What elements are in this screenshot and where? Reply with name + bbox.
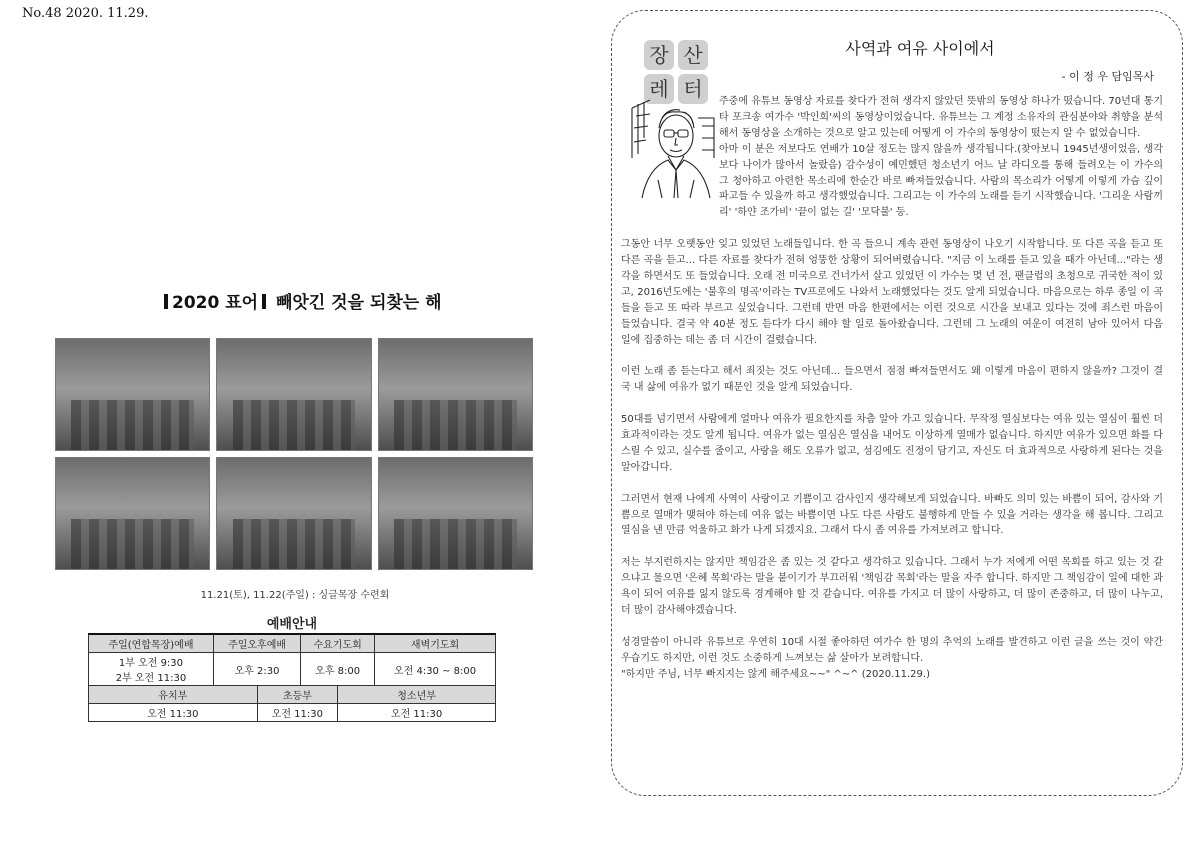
retreat-photo	[378, 457, 533, 570]
dept-header: 청소년부	[338, 686, 496, 704]
retreat-photo	[216, 338, 371, 451]
worship-title: 예배안내	[89, 612, 496, 634]
worship-header: 주일오후예배	[213, 634, 300, 653]
badge-char: 장	[644, 40, 674, 70]
dept-time: 오전 11:30	[257, 704, 338, 722]
motto-heading	[160, 288, 442, 313]
motto-text: 빼앗긴 것을 되찾는 해	[276, 293, 442, 313]
letter-closing: "하지만 주님, 너무 빠지지는 않게 해주세요~~" ^~^ (2020.11.29.)	[621, 668, 930, 680]
letter-paragraph: 아마 이 분은 저보다도 연배가 10살 정도는 많지 않을까 생각됩니다.(찾아보니 1945년생이었음, 생각보다 나이가 많아서 놀랐음) 감수성이 예민했던 청소년기 어느 날 라디오를 통해 들려오는 이 가수의 그 청아하고 아련한 목소리에 한순간 바로 빠져들었습니다. 사람의 목소리가 어떻게 이렇게 가슴 깊이 파고들 수 있을까 하고 생각했었습니다. 그리고는 이 가수의 노래를 듣기 시작했습니다. '그리운 사람끼리' '하얀 조가비' '끝이 없는 길' '모닥불' 등.	[719, 143, 1163, 219]
worship-schedule-table	[88, 612, 496, 722]
worship-time: 오전 4:30 ~ 8:00	[375, 653, 496, 686]
worship-header: 새벽기도회	[375, 634, 496, 653]
letter-paragraph: 그러면서 현재 나에게 사역이 사랑이고 기쁨이고 감사인지 생각해보게 되었습니다. 바빠도 의미 있는 바쁨이 되어, 감사와 기쁨으로 열매가 맺혀야 하는데 여유 없는 바쁨이면 나도 다른 사람도 불행하게 만들 수 있을 거라는 생각을 해 봅니다. 그리고 열심을 낸 만큼 억울하고 화가 나게 되겠지요. 그래서 다시 좀 여유를 가져보려고 합니다.	[621, 493, 1163, 537]
retreat-photo	[216, 457, 371, 570]
issue-number: No.48 2020. 11.29.	[22, 6, 149, 21]
dept-header: 유치부	[89, 686, 258, 704]
worship-time: 오후 2:30	[213, 653, 300, 686]
motto-label: 2020 표어	[172, 293, 259, 313]
letter-title: 사역과 여유 사이에서	[845, 39, 995, 58]
dept-header: 초등부	[257, 686, 338, 704]
retreat-photo	[55, 457, 210, 570]
letter-paragraph: 저는 부지런하지는 않지만 책임감은 좀 있는 것 같다고 생각하고 있습니다. 그래서 누가 저에게 어떤 목회를 하고 있는 것 같으냐고 물으면 '은혜 목회'라는 말을 붙이기가 부끄러워 '책임감 목회'라는 말을 자주 합니다. 하지만 그 책임감이 일에 대한 과욕이 되어 여유를 잃지 않도록 경계해야 할 것 같습니다. 여유를 가지고 더 많이 사랑하고, 더 많이 존중하고, 더 많이 나누고, 더 많이 감사해야겠습니다.	[621, 557, 1163, 616]
motto-bar	[164, 294, 168, 309]
letter-paragraph: 주중에 유튜브 동영상 자료를 찾다가 전혀 생각지 않았던 뜻밖의 동영상 하나가 떴습니다. 70년대 통기타 포크송 여가수 '박인희'씨의 동영상이었습니다. 유튜브는 그 계정 소유자의 관심분야와 취향을 분석해서 동영상을 소개하는 것으로 알고 있는데 어떻게 이 가수의 동영상이 떴는지 알 수 없었습니다.	[719, 96, 1163, 139]
worship-header: 수요기도회	[301, 634, 375, 653]
letter-paragraph: 이런 노래 좀 듣는다고 해서 죄짓는 것도 아닌데... 들으면서 점점 빠져들면서도 왜 이렇게 마음이 편하지 않을까? 그것이 결국 내 삶에 여유가 없기 때문인 것을 알게 되었습니다.	[621, 366, 1163, 394]
letter-author: - 이 정 우 담임목사	[1061, 70, 1154, 83]
photo-collage	[55, 338, 533, 570]
worship-time: 1부 오전 9:30 2부 오전 11:30	[89, 653, 214, 686]
badge-char: 터	[678, 74, 708, 104]
photo-caption: 11.21(토), 11.22(주일) : 싱글목장 수련회	[200, 590, 390, 601]
letter-paragraph: 그동안 너무 오랫동안 잊고 있었던 노래들입니다. 한 곡 들으니 계속 관련 동영상이 나오기 시작합니다. 또 다른 곡을 듣고 또 다른 곡을 듣고... 다른 자료를 찾다가 전혀 엉뚱한 상황이 되어버렸습니다. "지금 이 노래를 듣고 있을 때가 아닌데..."라는 생각을 하면서도 또 들었습니다. 오래 전 미국으로 건너가서 살고 있었던 이 가수는 몇 년 전, 팬클럽의 초청으로 귀국한 적이 있고, 2016년도에는 '불후의 명곡'이라는 TV프로에도 나와서 노래했었다는 것도 알게 되었습니다. 마음으로는 하루 종일 이 곡들을 듣고 또 따라 부르고 싶었습니다. 그런데 반면 마음 한편에서는 이런 것으로 시간을 보내고 있다는 것에 죄스런 마음이 들었습니다. 결국 약 40분 정도 듣다가 다시 해야 할 일로 돌아왔습니다. 그런데 그 노래의 여운이 여전히 남아 있어서 다음 일에 집중하는 데는 좀 더 시간이 걸렸습니다.	[621, 239, 1163, 346]
letter-body	[621, 94, 1163, 682]
worship-time: 오후 8:00	[301, 653, 375, 686]
dept-time: 오전 11:30	[338, 704, 496, 722]
badge-char: 레	[644, 74, 674, 104]
badge-char: 산	[678, 40, 708, 70]
motto-bar	[262, 294, 266, 309]
dept-time: 오전 11:30	[89, 704, 258, 722]
retreat-photo	[378, 338, 533, 451]
worship-header: 주일(연합목장)예배	[89, 634, 214, 653]
letter-paragraph: 성경말씀이 아니라 유튜브로 우연히 10대 시절 좋아하던 여가수 한 명의 추억의 노래를 발견하고 이런 글을 쓰는 것이 약간 우습기도 하지만, 이런 것도 소중하게 느껴보는 삶 살아가 보려합니다.	[621, 636, 1163, 664]
letter-paragraph: 50대를 넘기면서 사람에게 얼마나 여유가 필요한지를 차츰 알아 가고 있습니다. 무작정 열심보다는 여유 있는 열심이 훨씬 더 효과적이라는 것도 알게 됩니다. 여유가 없는 열심은 열심을 내어도 이상하게 열매가 없습니다. 하지만 여유가 있으면 화를 다스릴 수 있고, 실수를 줄이고, 사랑을 해도 오류가 없고, 섬김에도 진정이 담기고, 자신도 더 효과적으로 사랑하게 된다는 것을 알아갑니다.	[621, 414, 1163, 473]
retreat-photo	[55, 338, 210, 451]
